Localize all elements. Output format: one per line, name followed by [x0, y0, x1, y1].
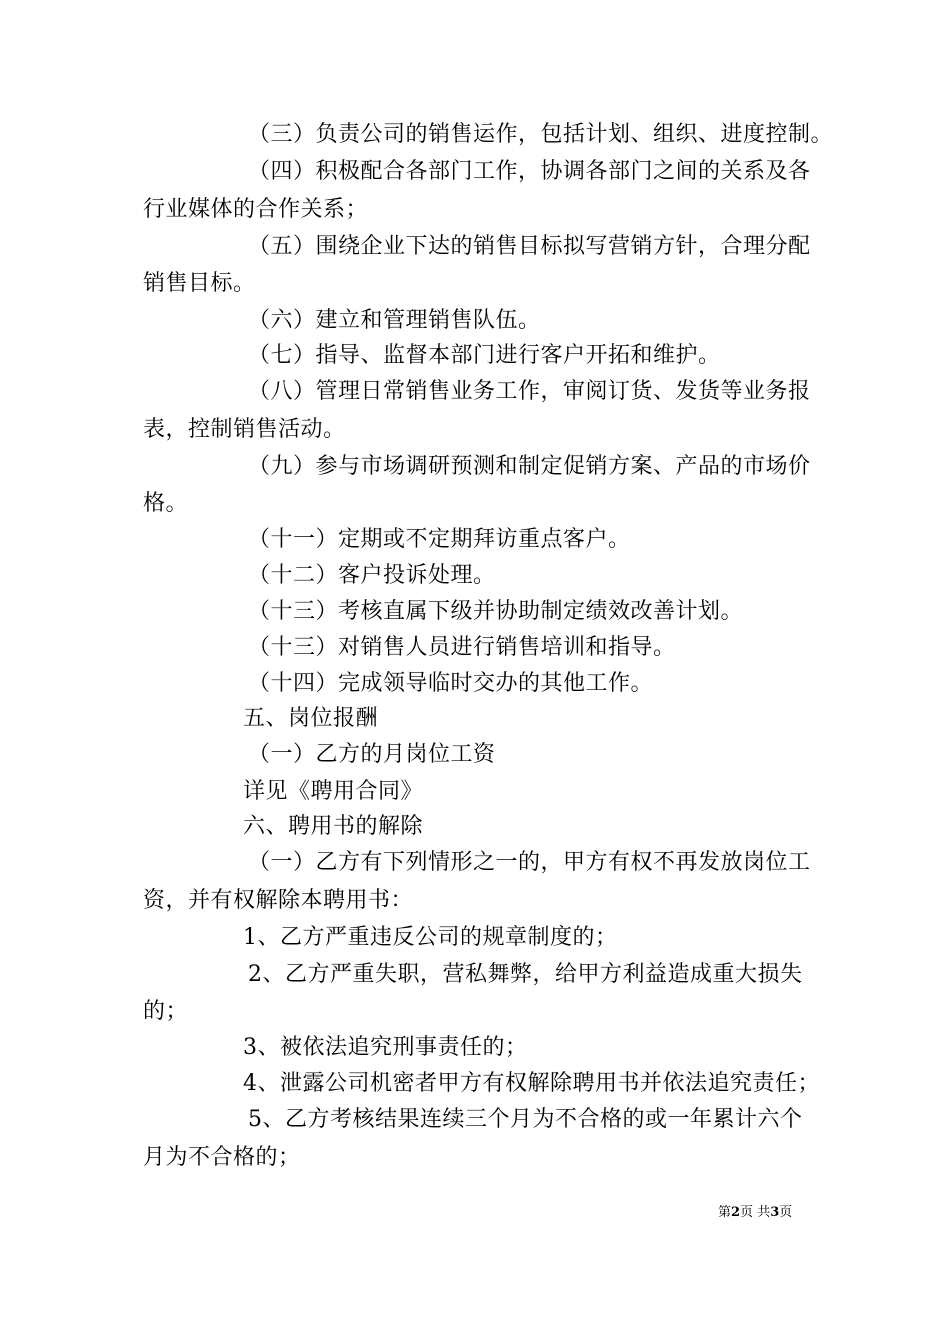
paragraph-line: 销售目标。 — [143, 271, 256, 296]
paragraph-line: （八）管理日常销售业务工作，审阅订货、发货等业务报 — [248, 379, 811, 404]
paragraph-line: （七）指导、监督本部门进行客户开拓和维护。 — [248, 343, 721, 368]
footer-middle: 页 共 — [740, 1205, 771, 1220]
footer-suffix: 页 — [779, 1205, 793, 1220]
paragraph-line: （十三）对销售人员进行销售培训和指导。 — [248, 635, 676, 660]
paragraph-line: （一）乙方的月岗位工资 — [248, 742, 496, 767]
paragraph-line: （九）参与市场调研预测和制定促销方案、产品的市场价 — [248, 454, 811, 479]
paragraph-line: 资，并有权解除本聘用书： — [143, 888, 414, 913]
paragraph-line: （一）乙方有下列情形之一的，甲方有权不再发放岗位工 — [248, 850, 811, 875]
footer-prefix: 第 — [718, 1205, 732, 1220]
paragraph-line: （十三）考核直属下级并协助制定绩效改善计划。 — [248, 599, 744, 624]
list-item: 4、泄露公司机密者甲方有权解除聘用书并依法追究责任； — [243, 1071, 820, 1096]
paragraph-line: 详见《聘用合同》 — [243, 779, 424, 804]
paragraph-line: （十四）完成领导临时交办的其他工作。 — [248, 671, 654, 696]
list-item: 5、乙方考核结果连续三个月为不合格的或一年累计六个 — [248, 1107, 803, 1132]
paragraph-line: （十二）客户投诉处理。 — [248, 563, 496, 588]
paragraph-line: （三）负责公司的销售运作，包括计划、组织、进度控制。 — [248, 122, 834, 147]
paragraph-line: （四）积极配合各部门工作，协调各部门之间的关系及各 — [248, 159, 811, 184]
page-footer — [718, 1204, 792, 1222]
section-heading: 五、岗位报酬 — [243, 706, 379, 731]
paragraph-line: 月为不合格的； — [143, 1145, 301, 1170]
paragraph-line: （十一）定期或不定期拜访重点客户。 — [248, 527, 631, 552]
section-heading: 六、聘用书的解除 — [243, 814, 424, 839]
paragraph-line: 格。 — [143, 491, 189, 516]
footer-total-pages: 3 — [770, 1205, 780, 1220]
list-item: 3、被依法追究刑事责任的； — [243, 1035, 528, 1060]
list-item: 1、乙方严重违反公司的规章制度的； — [243, 925, 618, 950]
paragraph-line: 表，控制销售活动。 — [143, 417, 346, 442]
footer-page-number: 2 — [731, 1205, 741, 1220]
list-item: 2、乙方严重失职，营私舞弊，给甲方利益造成重大损失 — [248, 962, 803, 987]
paragraph-line: 行业媒体的合作关系； — [143, 197, 369, 222]
paragraph-line: （五）围绕企业下达的销售目标拟写营销方针，合理分配 — [248, 234, 811, 259]
paragraph-line: （六）建立和管理销售队伍。 — [248, 308, 541, 333]
paragraph-line: 的； — [143, 999, 189, 1024]
